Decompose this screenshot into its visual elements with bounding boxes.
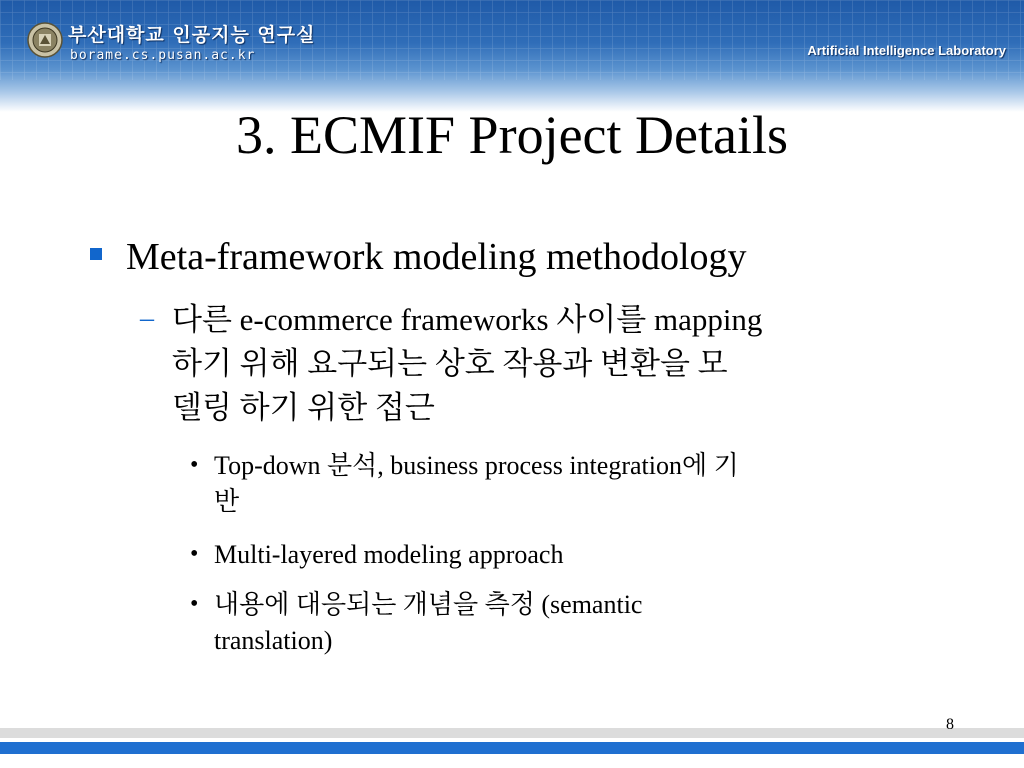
list-item-text bbox=[214, 448, 914, 520]
footer-divider bbox=[0, 728, 1024, 738]
list-item-line: Multi-layered modeling approach bbox=[214, 540, 564, 569]
org-url: borame.cs.pusan.ac.kr bbox=[70, 48, 256, 63]
bullet-main-text: Meta-framework modeling methodology bbox=[126, 236, 747, 278]
header-banner bbox=[0, 0, 1024, 112]
page-number: 8 bbox=[946, 716, 954, 733]
dot-bullet-icon: • bbox=[190, 591, 199, 617]
dash-bullet-icon: – bbox=[140, 303, 154, 334]
sub-bullet-line: 델링 하기 위한 접근 bbox=[172, 390, 435, 425]
footer-bar bbox=[0, 742, 1024, 754]
sub-bullet-text bbox=[172, 298, 942, 430]
org-name: 부산대학교 인공지능 연구실 bbox=[68, 24, 316, 46]
lab-name: Artificial Intelligence Laboratory bbox=[807, 43, 1006, 58]
list-item-line: translation) bbox=[214, 626, 333, 655]
dot-bullet-icon: • bbox=[190, 541, 199, 567]
list-item-text bbox=[214, 537, 914, 573]
list-item-line: Top-down 분석, business process integration에 기 bbox=[214, 451, 739, 480]
slide-title: 3. ECMIF Project Details bbox=[236, 105, 788, 165]
list-item-text bbox=[214, 587, 914, 659]
list-item-line: 내용에 대응되는 개념을 측정 (semantic bbox=[214, 590, 643, 619]
list-item-line: 반 bbox=[214, 487, 240, 516]
square-bullet-icon bbox=[90, 248, 102, 260]
university-seal-icon bbox=[27, 22, 63, 58]
dot-bullet-icon: • bbox=[190, 452, 199, 478]
sub-bullet-line: 다른 e-commerce frameworks 사이를 mapping bbox=[172, 302, 763, 337]
sub-bullet-line: 하기 위해 요구되는 상호 작용과 변환을 모 bbox=[172, 346, 728, 381]
